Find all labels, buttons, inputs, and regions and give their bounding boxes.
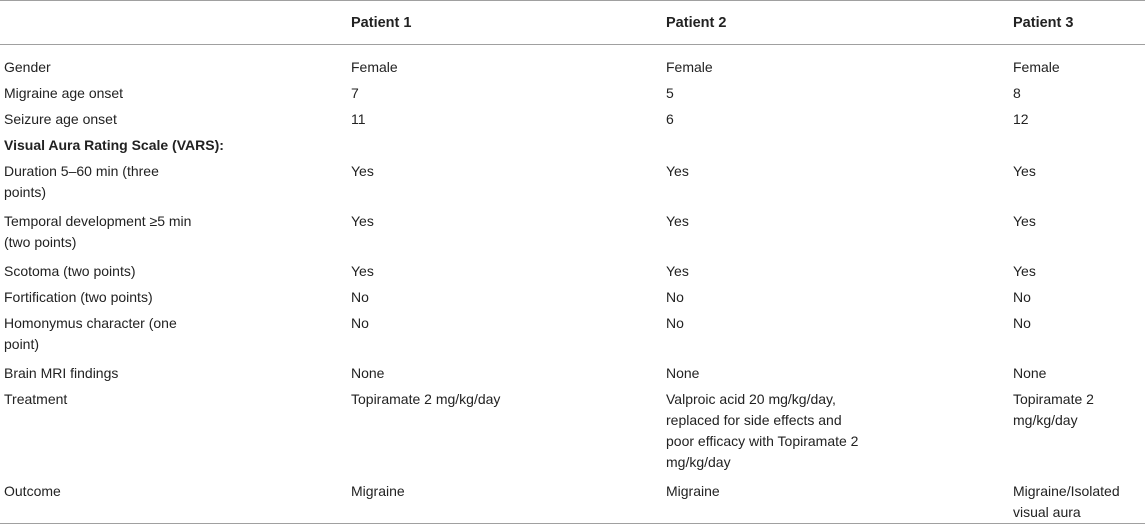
cell-patient-1: Yes — [351, 213, 374, 229]
cell-patient-2: Migraine — [662, 478, 1009, 524]
cell-patient-1: Yes — [351, 163, 374, 179]
table-row — [0, 360, 1145, 386]
row-label: Outcome — [0, 478, 347, 524]
cell-patient-2: None — [666, 365, 700, 381]
row-label: Temporal development ≥5 min (two points) — [4, 213, 192, 250]
cell-patient-3: Yes — [1013, 163, 1036, 179]
cell-patient-3: Female — [1013, 59, 1060, 75]
cell-patient-1: Female — [351, 59, 398, 75]
table-row — [0, 478, 1145, 524]
cell-patient-3 — [1009, 132, 1145, 158]
cell-patient-1: 11 — [351, 111, 366, 127]
cell-patient-1: Yes — [351, 263, 374, 279]
table-row — [0, 386, 1145, 478]
header-patient-3: Patient 3 — [1013, 14, 1074, 31]
cell-patient-2: Female — [666, 59, 713, 75]
cell-patient-2: No — [666, 289, 684, 305]
cell-patient-3: Topiramate 2 mg/kg/day — [1013, 391, 1094, 428]
table-row — [0, 158, 1145, 208]
cell-patient-2: Yes — [666, 263, 689, 279]
row-label: Brain MRI findings — [4, 365, 119, 381]
cell-patient-3: Yes — [1013, 263, 1036, 279]
cell-patient-2 — [662, 132, 1009, 158]
cell-patient-1: No — [351, 289, 369, 305]
cell-patient-2: Yes — [666, 163, 689, 179]
cell-patient-2: 5 — [666, 85, 674, 101]
table-row — [0, 284, 1145, 310]
header-patient-2: Patient 2 — [666, 14, 727, 31]
cell-patient-2: Yes — [666, 213, 689, 229]
cell-patient-1: 7 — [351, 85, 359, 101]
row-label: Fortification (two points) — [4, 289, 153, 305]
cell-patient-2: Valproic acid 20 mg/kg/day, replaced for side effects and poor efficacy with Topiramate 2 mg/kg/day — [666, 391, 859, 470]
header-patient-1: Patient 1 — [351, 14, 412, 31]
cell-patient-3: None — [1013, 365, 1047, 381]
row-label: Treatment — [4, 391, 68, 407]
cell-patient-3: Yes — [1013, 213, 1036, 229]
cell-patient-2: 6 — [666, 111, 674, 127]
cell-patient-3: No — [1013, 289, 1031, 305]
header-empty-cell — [0, 1, 347, 45]
row-label: Seizure age onset — [4, 111, 117, 127]
section-title: Visual Aura Rating Scale (VARS): — [4, 137, 224, 153]
cell-patient-1: Migraine — [347, 478, 662, 524]
cell-patient-1: No — [351, 315, 369, 331]
row-label: Duration 5–60 min (three points) — [4, 163, 159, 200]
cell-patient-1: None — [351, 365, 385, 381]
cell-patient-3: 12 — [1013, 111, 1029, 127]
cell-patient-3: Migraine/Isolated visual aura — [1009, 478, 1145, 524]
row-label: Migraine age onset — [4, 85, 124, 101]
table-header-row — [0, 1, 1145, 45]
cell-patient-3: 8 — [1013, 85, 1021, 101]
cell-patient-3: No — [1013, 315, 1031, 331]
table-row — [0, 106, 1145, 132]
cell-patient-1: Topiramate 2 mg/kg/day — [351, 391, 501, 407]
row-label: Homonymus character (one point) — [4, 315, 177, 352]
table-row — [0, 310, 1145, 360]
section-row — [0, 132, 1145, 158]
cell-patient-1 — [347, 132, 662, 158]
table-row — [0, 80, 1145, 106]
table-row — [0, 258, 1145, 284]
table-row — [0, 208, 1145, 258]
table-row — [0, 45, 1145, 81]
row-label: Gender — [4, 59, 51, 75]
row-label: Scotoma (two points) — [4, 263, 136, 279]
cell-patient-2: No — [666, 315, 684, 331]
